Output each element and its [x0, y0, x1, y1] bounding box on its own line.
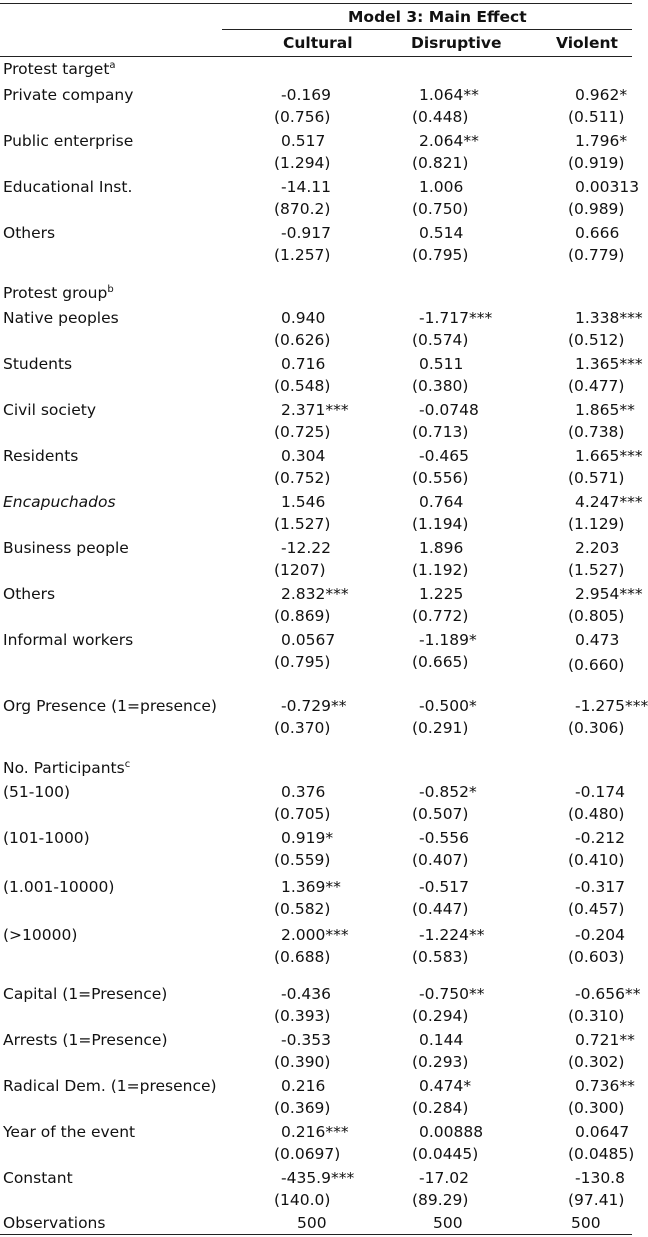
se-cell: (0.393) [274, 1007, 331, 1025]
coef-cell: -12.22 [281, 539, 331, 557]
model-title-rule [222, 29, 632, 30]
se-cell: (97.41) [568, 1191, 625, 1209]
se-cell: (0.512) [568, 331, 625, 349]
coef-cell: -1.224** [419, 926, 485, 944]
se-cell: (0.583) [412, 948, 469, 966]
coef-cell: -1.189* [419, 631, 477, 649]
coef-cell: -0.517 [419, 878, 469, 896]
coef-cell: 2.832*** [281, 585, 349, 603]
coef-cell: -0.500* [419, 697, 477, 715]
row-label: Business people [3, 539, 129, 557]
observations-label: Observations [3, 1214, 106, 1232]
section-protest-target: Protest target$^a$ [3, 60, 116, 78]
se-cell: (0.0445) [412, 1145, 479, 1163]
coef-cell: 0.00313 [575, 178, 640, 196]
se-cell: (0.559) [274, 851, 331, 869]
se-cell: (0.752) [274, 469, 331, 487]
col-header-cultural: Cultural [283, 34, 353, 52]
coef-cell: 0.376 [281, 783, 326, 801]
se-cell: (0.300) [568, 1099, 625, 1117]
se-cell: (0.556) [412, 469, 469, 487]
se-cell: (140.0) [274, 1191, 331, 1209]
se-cell: (1.527) [274, 515, 331, 533]
coef-cell: 0.0567 [281, 631, 336, 649]
observations-cultural: 500 [297, 1214, 327, 1232]
se-cell: (0.779) [568, 246, 625, 264]
se-cell: (0.919) [568, 154, 625, 172]
coef-cell: -0.852* [419, 783, 477, 801]
coef-cell: -0.556 [419, 829, 469, 847]
top-rule [0, 3, 632, 4]
row-label: Civil society [3, 401, 97, 419]
coef-cell: -0.750** [419, 985, 485, 1003]
coef-cell: 1.369** [281, 878, 341, 896]
section-protest-group: Protest group$^b$ [3, 284, 114, 302]
row-label: Students [3, 355, 73, 373]
coef-cell: 2.954*** [575, 585, 643, 603]
coef-cell: 0.511 [419, 355, 464, 373]
se-cell: (0.571) [568, 469, 625, 487]
coef-cell: -0.169 [281, 86, 331, 104]
coef-cell: 1.865** [575, 401, 635, 419]
se-cell: (0.302) [568, 1053, 625, 1071]
coef-cell: 1.006 [419, 178, 464, 196]
se-cell: (0.795) [412, 246, 469, 264]
coef-cell: 2.000*** [281, 926, 349, 944]
se-cell: (0.665) [412, 653, 469, 671]
se-cell: (0.480) [568, 805, 625, 823]
se-cell: (0.750) [412, 200, 469, 218]
coef-cell: 0.919* [281, 829, 334, 847]
se-cell: (0.821) [412, 154, 469, 172]
coef-cell: -435.9*** [281, 1169, 355, 1187]
coef-cell: -0.729** [281, 697, 347, 715]
coef-cell: 2.371*** [281, 401, 349, 419]
se-cell: (0.291) [412, 719, 469, 737]
observations-violent: 500 [571, 1214, 601, 1232]
coef-cell: -0.212 [575, 829, 625, 847]
coef-cell: -1.717*** [419, 309, 493, 327]
se-cell: (0.457) [568, 900, 625, 918]
se-cell: (1.194) [412, 515, 469, 533]
se-cell: (0.989) [568, 200, 625, 218]
coef-cell: 0.517 [281, 132, 326, 150]
row-label: Year of the event [3, 1123, 136, 1141]
row-label: (>10000) [3, 926, 78, 944]
se-cell: (0.370) [274, 719, 331, 737]
coef-cell: -0.436 [281, 985, 331, 1003]
row-label: Arrests (1=Presence) [3, 1031, 168, 1049]
se-cell: (0.306) [568, 719, 625, 737]
coef-cell: 0.216*** [281, 1123, 349, 1141]
coef-cell: -0.917 [281, 224, 331, 242]
coef-cell: -0.465 [419, 447, 469, 465]
se-cell: (0.869) [274, 607, 331, 625]
row-label: Others [3, 585, 56, 603]
coef-cell: 1.338*** [575, 309, 643, 327]
row-label: Radical Dem. (1=presence) [3, 1077, 217, 1095]
row-label: Encapuchados [3, 493, 116, 511]
se-cell: (0.795) [274, 653, 331, 671]
se-cell: (1.257) [274, 246, 331, 264]
se-cell: (0.582) [274, 900, 331, 918]
coef-cell: 1.546 [281, 493, 326, 511]
coef-cell: -0.353 [281, 1031, 331, 1049]
se-cell: (0.410) [568, 851, 625, 869]
coef-cell: -0.174 [575, 783, 625, 801]
row-label: Public enterprise [3, 132, 134, 150]
coef-cell: 2.203 [575, 539, 620, 557]
model-title: Model 3: Main Effect [348, 8, 527, 26]
coef-cell: 2.064** [419, 132, 479, 150]
se-cell: (0.369) [274, 1099, 331, 1117]
coef-cell: 0.666 [575, 224, 620, 242]
bottom-rule [0, 1234, 632, 1235]
se-cell: (1.192) [412, 561, 469, 579]
coef-cell: -0.204 [575, 926, 625, 944]
row-label: Native peoples [3, 309, 119, 327]
observations-disruptive: 500 [433, 1214, 463, 1232]
se-cell: (0.407) [412, 851, 469, 869]
se-cell: (1.129) [568, 515, 625, 533]
se-cell: (0.548) [274, 377, 331, 395]
coef-cell: -1.275*** [575, 697, 648, 715]
coef-cell: 0.716 [281, 355, 326, 373]
col-header-disruptive: Disruptive [411, 34, 502, 52]
row-label: Residents [3, 447, 79, 465]
se-cell: (870.2) [274, 200, 331, 218]
se-cell: (0.626) [274, 331, 331, 349]
se-cell: (0.310) [568, 1007, 625, 1025]
coef-cell: 0.216 [281, 1077, 326, 1095]
coef-cell: -0.0748 [419, 401, 479, 419]
se-cell: (0.756) [274, 108, 331, 126]
coef-cell: 0.0647 [575, 1123, 630, 1141]
coef-cell: 0.736** [575, 1077, 635, 1095]
se-cell: (0.507) [412, 805, 469, 823]
coef-cell: 1.225 [419, 585, 464, 603]
coef-cell: -0.317 [575, 878, 625, 896]
coef-cell: 0.940 [281, 309, 326, 327]
se-cell: (1207) [274, 561, 326, 579]
coef-cell: 0.764 [419, 493, 464, 511]
se-cell: (0.477) [568, 377, 625, 395]
se-cell: (0.713) [412, 423, 469, 441]
se-cell: (0.805) [568, 607, 625, 625]
coef-cell: -17.02 [419, 1169, 469, 1187]
row-label: (101-1000) [3, 829, 90, 847]
se-cell: (0.688) [274, 948, 331, 966]
coef-cell: 0.473 [575, 631, 620, 649]
se-cell: (0.660) [568, 656, 625, 674]
coef-cell: -14.11 [281, 178, 331, 196]
se-cell: (1.294) [274, 154, 331, 172]
coef-cell: 1.365*** [575, 355, 643, 373]
se-cell: (0.294) [412, 1007, 469, 1025]
se-cell: (0.705) [274, 805, 331, 823]
se-cell: (0.574) [412, 331, 469, 349]
coef-cell: 1.665*** [575, 447, 643, 465]
row-label: Others [3, 224, 56, 242]
section-participants: No. Participants$^c$ [3, 759, 131, 777]
row-label: Constant [3, 1169, 73, 1187]
row-label: Capital (1=Presence) [3, 985, 168, 1003]
se-cell: (1.527) [568, 561, 625, 579]
se-cell: (0.511) [568, 108, 625, 126]
se-cell: (0.0697) [274, 1145, 341, 1163]
se-cell: (0.738) [568, 423, 625, 441]
row-label: Informal workers [3, 631, 134, 649]
row-label: Educational Inst. [3, 178, 133, 196]
se-cell: (0.603) [568, 948, 625, 966]
row-label: Org Presence (1=presence) [3, 697, 217, 715]
se-cell: (0.390) [274, 1053, 331, 1071]
coef-cell: 4.247*** [575, 493, 643, 511]
coef-cell: 0.721** [575, 1031, 635, 1049]
coef-cell: 1.896 [419, 539, 464, 557]
coef-cell: 0.00888 [419, 1123, 484, 1141]
se-cell: (0.772) [412, 607, 469, 625]
se-cell: (0.448) [412, 108, 469, 126]
coef-cell: 1.064** [419, 86, 479, 104]
coef-cell: 0.304 [281, 447, 326, 465]
se-cell: (0.284) [412, 1099, 469, 1117]
row-label: (51-100) [3, 783, 70, 801]
coef-cell: -0.656** [575, 985, 641, 1003]
se-cell: (0.380) [412, 377, 469, 395]
se-cell: (0.725) [274, 423, 331, 441]
coef-cell: 0.144 [419, 1031, 464, 1049]
se-cell: (0.293) [412, 1053, 469, 1071]
row-label: (1.001-10000) [3, 878, 115, 896]
se-cell: (0.447) [412, 900, 469, 918]
coef-cell: 0.474* [419, 1077, 472, 1095]
coef-cell: 0.962* [575, 86, 628, 104]
se-cell: (89.29) [412, 1191, 469, 1209]
coef-cell: -130.8 [575, 1169, 625, 1187]
coef-cell: 0.514 [419, 224, 464, 242]
se-cell: (0.0485) [568, 1145, 635, 1163]
coef-cell: 1.796* [575, 132, 628, 150]
row-label: Private company [3, 86, 134, 104]
header-rule [0, 56, 632, 57]
col-header-violent: Violent [556, 34, 618, 52]
